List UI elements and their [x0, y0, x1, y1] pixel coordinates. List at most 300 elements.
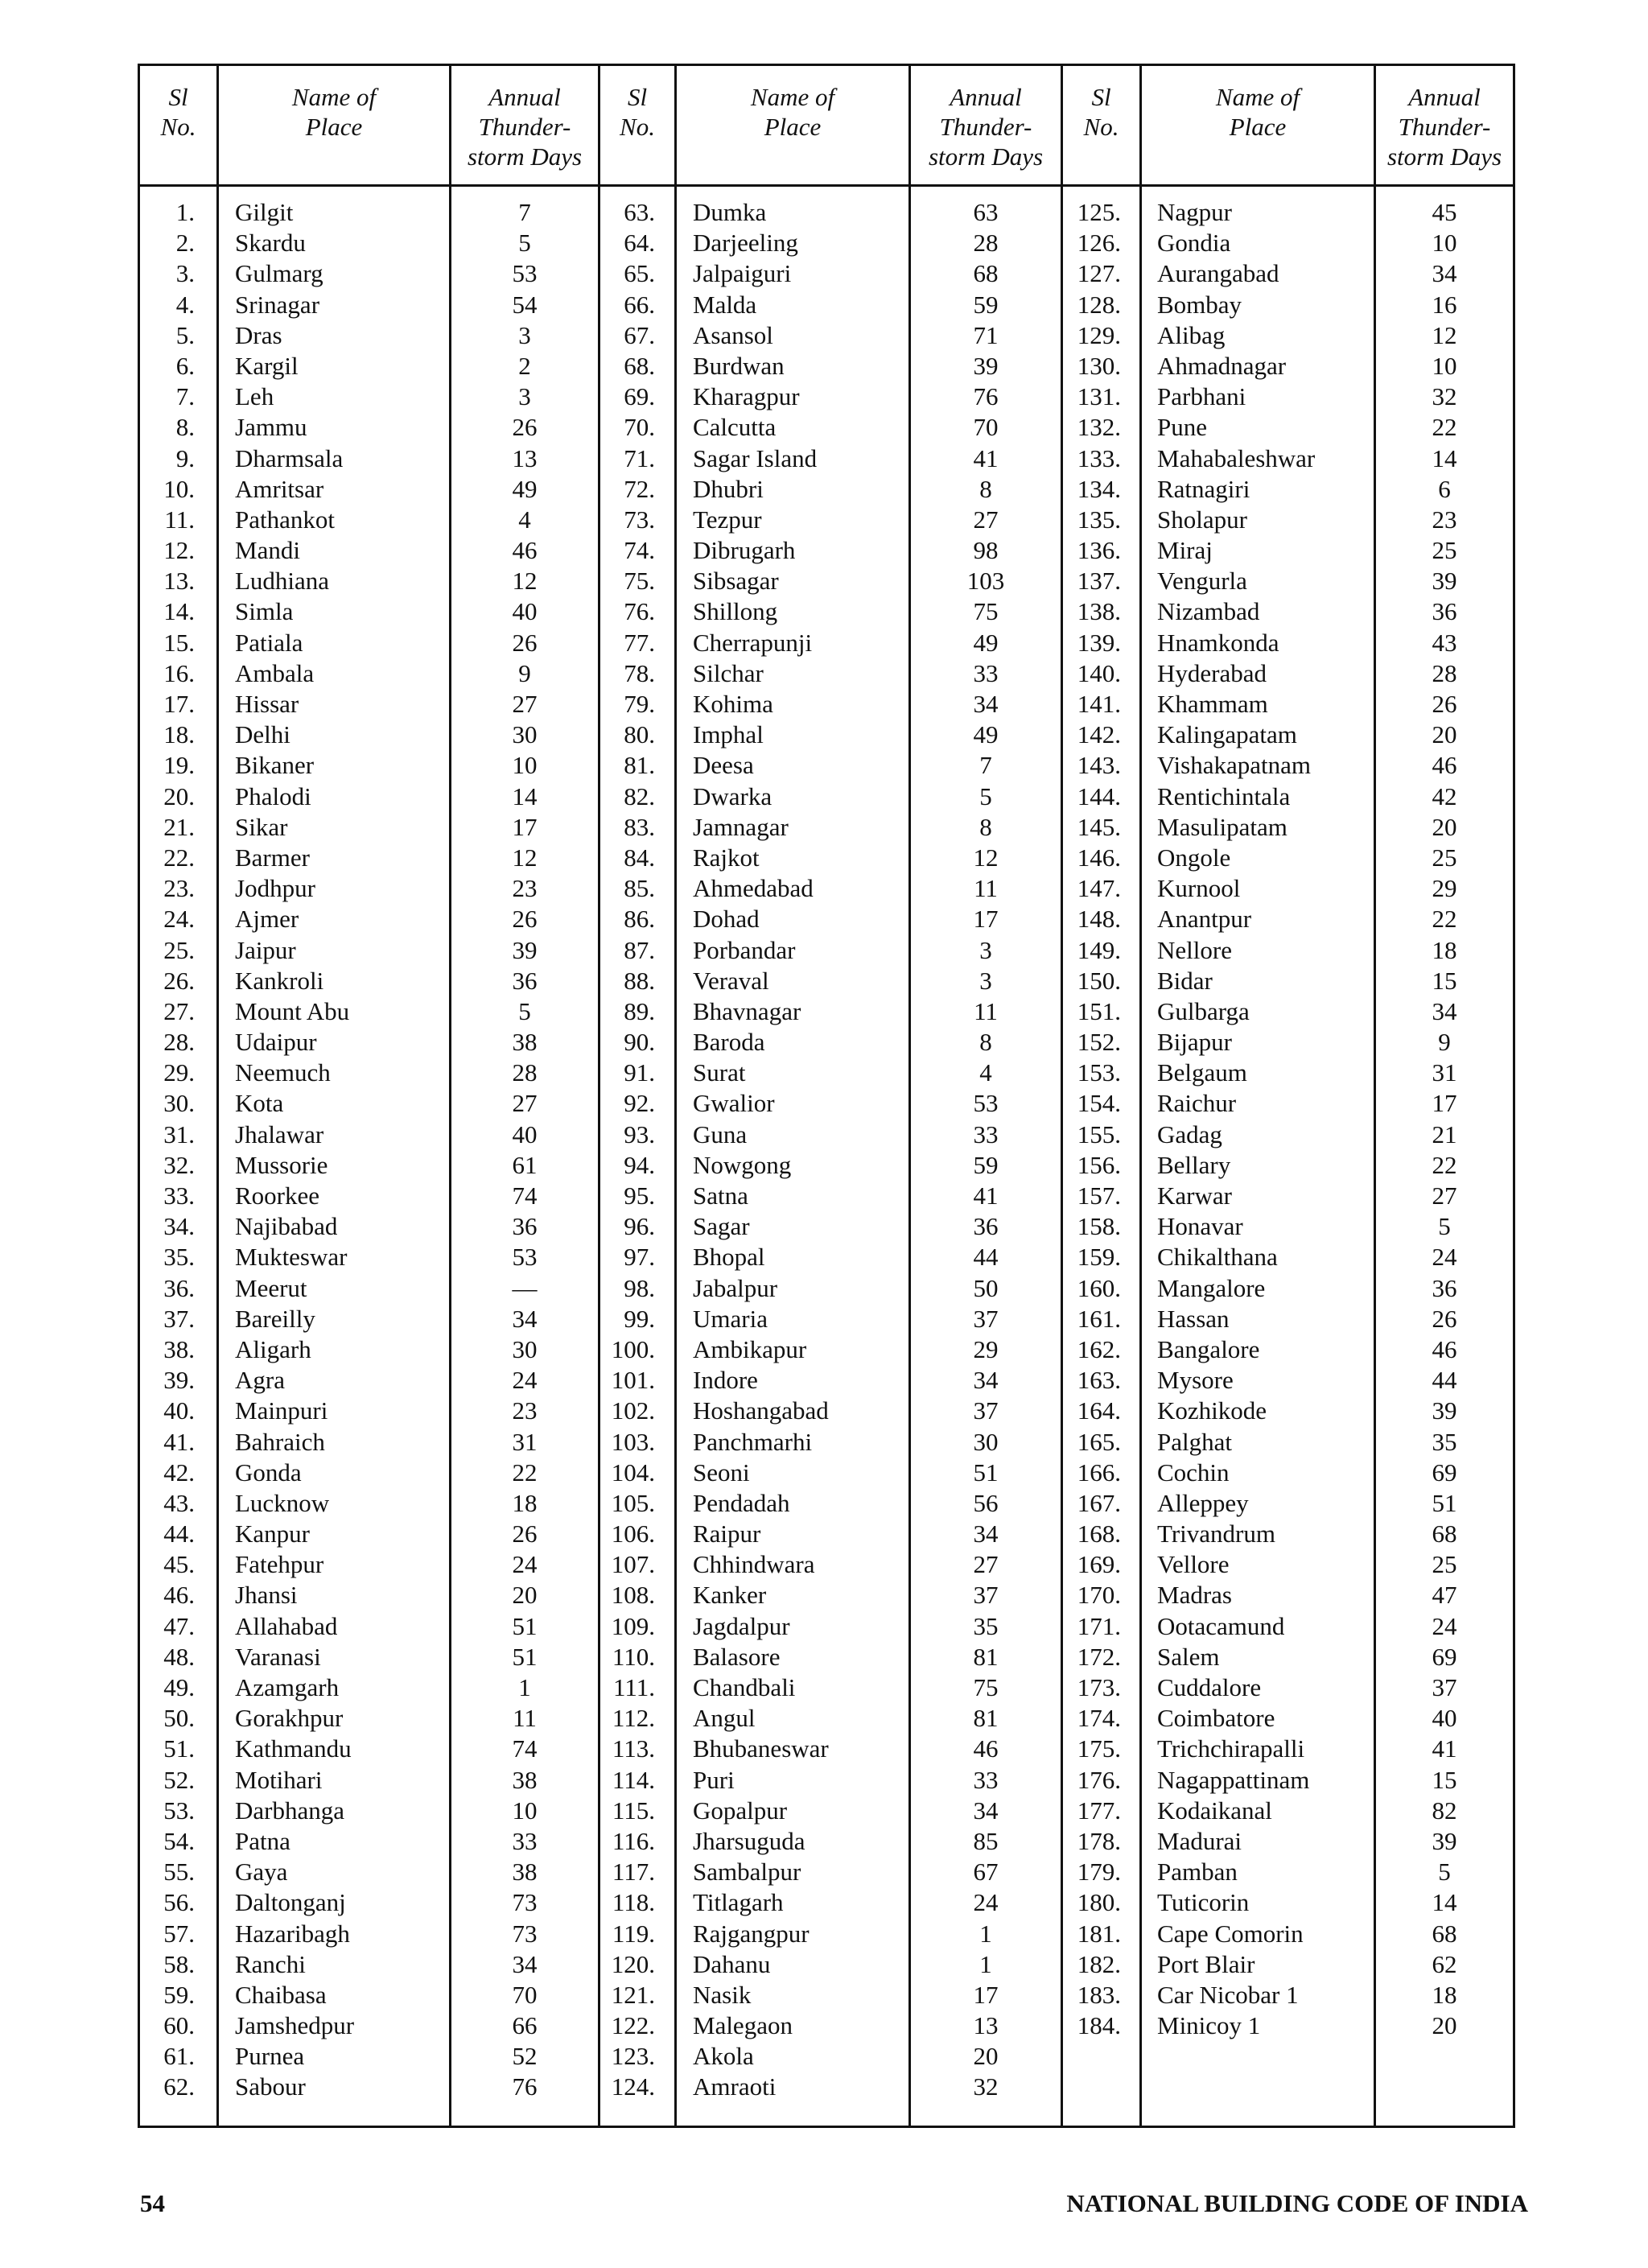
serial-number: 108. [611, 1581, 655, 1610]
place-name: Nowgong [693, 1150, 792, 1179]
place-name: Indore [693, 1366, 758, 1395]
thunderstorm-days: 69 [1432, 1642, 1457, 1671]
place-name: Nasik [693, 1980, 752, 2009]
serial-number: 58. [163, 1949, 195, 1978]
serial-number: 107. [611, 1550, 655, 1579]
place-name: Gulbarga [1157, 996, 1250, 1025]
place-name: Gorakhpur [235, 1704, 344, 1733]
serial-number: 149. [1077, 935, 1121, 964]
thunderstorm-days: 15 [1432, 966, 1457, 995]
thunderstorm-days: 22 [1432, 1150, 1457, 1179]
thunderstorm-days: 53 [973, 1089, 999, 1118]
thunderstorm-days: 10 [1432, 351, 1457, 380]
serial-number: 128. [1077, 290, 1121, 319]
thunderstorm-days: 40 [512, 1120, 538, 1148]
place-name: Kathmandu [235, 1734, 352, 1763]
place-name: Ongole [1157, 843, 1231, 872]
thunderstorm-days: 31 [1432, 1058, 1457, 1087]
table-row [140, 566, 1513, 596]
serial-number: 3. [175, 259, 195, 288]
serial-number: 100. [611, 1334, 655, 1363]
thunderstorm-days: 75 [973, 1673, 999, 1701]
place-name: Tuticorin [1157, 1888, 1250, 1917]
thunderstorm-days: 82 [1432, 1796, 1457, 1825]
place-name: Bahraich [235, 1427, 325, 1456]
thunderstorm-days: 17 [973, 1980, 999, 2009]
thunderstorm-days: — [512, 1273, 538, 1302]
table-row [140, 1488, 1513, 1519]
serial-number: 10. [163, 474, 195, 503]
thunderstorm-days: 1 [979, 1949, 992, 1978]
serial-number: 78. [624, 658, 655, 687]
table-row [140, 381, 1513, 412]
serial-number: 62. [163, 2072, 195, 2101]
thunderstorm-days: 49 [512, 474, 538, 503]
place-name: Chikalthana [1157, 1243, 1278, 1272]
serial-number: 119. [612, 1919, 655, 1948]
table-row [140, 1304, 1513, 1334]
serial-number: 111. [613, 1673, 655, 1701]
serial-number: 115. [612, 1796, 655, 1825]
serial-number: 63. [624, 198, 655, 226]
table-row [140, 1088, 1513, 1119]
serial-number: 51. [163, 1734, 195, 1763]
thunderstorm-days: 68 [1432, 1919, 1457, 1948]
thunderstorm-days: 24 [512, 1366, 538, 1395]
thunderstorm-days: 1 [979, 1919, 992, 1948]
thunderstorm-days: 76 [512, 2072, 538, 2101]
place-name: Kalingapatam [1157, 720, 1297, 749]
thunderstorm-days: 34 [512, 1949, 538, 1978]
header-name-of-place-2: Name of Place [750, 83, 835, 141]
thunderstorm-days: 33 [973, 1765, 999, 1794]
place-name: Vellore [1157, 1550, 1230, 1579]
place-name: Cape Comorin [1157, 1919, 1304, 1948]
place-name: Roorkee [235, 1181, 320, 1210]
serial-number: 113. [612, 1734, 655, 1763]
serial-number: 33. [163, 1181, 195, 1210]
thunderstorm-days: 27 [973, 505, 999, 534]
place-name: Sambalpur [693, 1858, 801, 1887]
serial-number: 102. [611, 1396, 655, 1425]
place-name: Cherrapunji [693, 628, 813, 657]
serial-number: 29. [163, 1058, 195, 1087]
thunderstorm-days-table [138, 64, 1515, 2128]
serial-number: 165. [1077, 1427, 1121, 1456]
thunderstorm-days: 31 [512, 1427, 538, 1456]
thunderstorm-days: 12 [1432, 320, 1457, 349]
serial-number: 158. [1077, 1212, 1121, 1241]
thunderstorm-days: 32 [1432, 382, 1457, 411]
place-name: Karwar [1157, 1181, 1232, 1210]
table-row [140, 1949, 1513, 1980]
place-name: Hissar [235, 690, 299, 718]
place-name: Burdwan [693, 351, 785, 380]
place-name: Malda [693, 290, 757, 319]
table-row [140, 1642, 1513, 1672]
serial-number: 39. [163, 1366, 195, 1395]
table-row [140, 966, 1513, 996]
place-name: Kankroli [235, 966, 324, 995]
place-name: Mysore [1157, 1366, 1234, 1395]
serial-number: 8. [175, 413, 195, 442]
thunderstorm-days: 9 [518, 658, 531, 687]
thunderstorm-days: 46 [512, 536, 538, 565]
thunderstorm-days: 37 [1432, 1673, 1457, 1701]
place-name: Palghat [1157, 1427, 1232, 1456]
thunderstorm-days: 74 [512, 1734, 538, 1763]
serial-number: 137. [1077, 567, 1121, 596]
place-name: Jagdalpur [693, 1611, 790, 1640]
thunderstorm-days: 24 [1432, 1611, 1457, 1640]
serial-number: 180. [1077, 1888, 1121, 1917]
thunderstorm-days: 26 [512, 1520, 538, 1548]
place-name: Veraval [693, 966, 769, 995]
thunderstorm-days: 23 [512, 874, 538, 903]
serial-number: 30. [163, 1089, 195, 1118]
place-name: Amritsar [235, 474, 324, 503]
thunderstorm-days: 11 [513, 1704, 537, 1733]
table-row [140, 750, 1513, 781]
place-name: Silchar [693, 658, 764, 687]
place-name: Port Blair [1157, 1949, 1255, 1978]
header-annual-days-1: Annual Thunder- storm Days [467, 83, 583, 171]
place-name: Trichchirapalli [1157, 1734, 1305, 1763]
thunderstorm-days: 17 [1432, 1089, 1457, 1118]
serial-number: 82. [624, 781, 655, 810]
thunderstorm-days: 20 [1432, 2011, 1457, 2040]
thunderstorm-days: 49 [973, 628, 999, 657]
place-name: Kurnool [1157, 874, 1241, 903]
place-name: Gopalpur [693, 1796, 788, 1825]
serial-number: 184. [1077, 2011, 1121, 2040]
serial-number: 9. [175, 443, 195, 472]
thunderstorm-days: 8 [979, 474, 992, 503]
place-name: Nellore [1157, 935, 1232, 964]
thunderstorm-days: 26 [1432, 1304, 1457, 1333]
thunderstorm-days: 7 [518, 198, 531, 226]
thunderstorm-days: 27 [1432, 1181, 1457, 1210]
thunderstorm-days: 16 [1432, 290, 1457, 319]
place-name: Kanker [693, 1581, 767, 1610]
thunderstorm-days: 53 [512, 1243, 538, 1272]
place-name: Pamban [1157, 1858, 1238, 1887]
place-name: Ranchi [235, 1949, 306, 1978]
place-name: Mangalore [1157, 1273, 1266, 1302]
place-name: Puri [693, 1765, 735, 1794]
table-row [140, 2072, 1513, 2102]
thunderstorm-days: 11 [974, 996, 998, 1025]
table-row [140, 474, 1513, 505]
thunderstorm-days: 36 [512, 1212, 538, 1241]
serial-number: 152. [1077, 1028, 1121, 1057]
serial-number: 23. [163, 874, 195, 903]
thunderstorm-days: 54 [512, 290, 538, 319]
table-row [140, 689, 1513, 720]
place-name: Bikaner [235, 751, 315, 780]
serial-number: 156. [1077, 1150, 1121, 1179]
place-name: Srinagar [235, 290, 320, 319]
place-name: Gilgit [235, 198, 294, 226]
place-name: Bellary [1157, 1150, 1231, 1179]
table-row [140, 1427, 1513, 1458]
place-name: Leh [235, 382, 274, 411]
serial-number: 135. [1077, 505, 1121, 534]
place-name: Bhubaneswar [693, 1734, 829, 1763]
serial-number: 129. [1077, 320, 1121, 349]
serial-number: 157. [1077, 1181, 1121, 1210]
thunderstorm-days: 61 [512, 1150, 538, 1179]
thunderstorm-days: 5 [1438, 1858, 1451, 1887]
serial-number: 54. [163, 1826, 195, 1855]
table-row [140, 2010, 1513, 2041]
thunderstorm-days: 20 [973, 2042, 999, 2071]
place-name: Rajkot [693, 843, 760, 872]
thunderstorm-days: 26 [512, 628, 538, 657]
thunderstorm-days: 14 [512, 781, 538, 810]
serial-number: 65. [624, 259, 655, 288]
place-name: Hyderabad [1157, 658, 1267, 687]
thunderstorm-days: 29 [973, 1334, 999, 1363]
table-row [140, 1765, 1513, 1796]
thunderstorm-days: 52 [512, 2042, 538, 2071]
table-row [140, 1980, 1513, 2010]
thunderstorm-days: 13 [512, 443, 538, 472]
place-name: Dhubri [693, 474, 764, 503]
serial-number: 145. [1077, 812, 1121, 841]
serial-number: 15. [163, 628, 195, 657]
serial-number: 94. [624, 1150, 655, 1179]
thunderstorm-days: 12 [512, 567, 538, 596]
place-name: Najibabad [235, 1212, 338, 1241]
thunderstorm-days: 15 [1432, 1765, 1457, 1794]
place-name: Patna [235, 1826, 290, 1855]
book-title: NATIONAL BUILDING CODE OF INDIA [1066, 2189, 1528, 2217]
thunderstorm-days: 35 [973, 1611, 999, 1640]
thunderstorm-days: 42 [1432, 781, 1457, 810]
thunderstorm-days: 50 [973, 1273, 999, 1302]
thunderstorm-days: 2 [518, 351, 531, 380]
place-name: Neemuch [235, 1058, 331, 1087]
place-name: Guna [693, 1120, 748, 1148]
place-name: Jammu [235, 413, 307, 442]
serial-number: 26. [163, 966, 195, 995]
thunderstorm-days: 30 [512, 720, 538, 749]
serial-number: 154. [1077, 1089, 1121, 1118]
place-name: Chaibasa [235, 1980, 327, 2009]
place-name: Alleppey [1157, 1488, 1249, 1517]
table-row [140, 904, 1513, 934]
serial-number: 97. [624, 1243, 655, 1272]
header-annual-days-2: Annual Thunder- storm Days [928, 83, 1044, 171]
serial-number: 174. [1077, 1704, 1121, 1733]
place-name: Rajgangpur [693, 1919, 810, 1948]
serial-number: 162. [1077, 1334, 1121, 1363]
place-name: Aligarh [235, 1334, 311, 1363]
table-row [140, 258, 1513, 289]
thunderstorm-days: 32 [973, 2072, 999, 2101]
place-name: Kodaikanal [1157, 1796, 1272, 1825]
thunderstorm-days: 39 [1432, 1826, 1457, 1855]
serial-number: 25. [163, 935, 195, 964]
thunderstorm-days: 36 [973, 1212, 999, 1241]
table-row [140, 535, 1513, 566]
thunderstorm-days: 20 [1432, 720, 1457, 749]
place-name: Calcutta [693, 413, 777, 442]
place-name: Cuddalore [1157, 1673, 1262, 1701]
serial-number: 49. [163, 1673, 195, 1701]
thunderstorm-days: 44 [1432, 1366, 1457, 1395]
table-row [140, 197, 1513, 228]
serial-number: 181. [1077, 1919, 1121, 1948]
serial-number: 31. [163, 1120, 195, 1148]
thunderstorm-days: 22 [1432, 413, 1457, 442]
place-name: Simla [235, 597, 294, 626]
thunderstorm-days: 26 [512, 413, 538, 442]
table-row [140, 505, 1513, 535]
thunderstorm-days: 18 [512, 1488, 538, 1517]
serial-number: 18. [163, 720, 195, 749]
place-name: Dahanu [693, 1949, 771, 1978]
thunderstorm-days: 39 [1432, 567, 1457, 596]
serial-number: 87. [624, 935, 655, 964]
place-name: Daltonganj [235, 1888, 346, 1917]
thunderstorm-days: 74 [512, 1181, 538, 1210]
thunderstorm-days: 18 [1432, 1980, 1457, 2009]
serial-number: 11. [164, 505, 195, 534]
place-name: Pathankot [235, 505, 335, 534]
serial-number: 41. [163, 1427, 195, 1456]
thunderstorm-days: 45 [1432, 198, 1457, 226]
place-name: Hoshangabad [693, 1396, 829, 1425]
thunderstorm-days: 37 [973, 1396, 999, 1425]
thunderstorm-days: 20 [512, 1581, 538, 1610]
thunderstorm-days: 12 [512, 843, 538, 872]
serial-number: 37. [163, 1304, 195, 1333]
thunderstorm-days: 30 [973, 1427, 999, 1456]
place-name: Jhalawar [235, 1120, 324, 1148]
thunderstorm-days: 81 [973, 1704, 999, 1733]
place-name: Gulmarg [235, 259, 323, 288]
table-row [140, 228, 1513, 258]
serial-number: 67. [624, 320, 655, 349]
serial-number: 91. [624, 1058, 655, 1087]
serial-number: 118. [612, 1888, 655, 1917]
table-row [140, 1058, 1513, 1088]
place-name: Honavar [1157, 1212, 1243, 1241]
serial-number: 170. [1077, 1581, 1121, 1610]
serial-number: 95. [624, 1181, 655, 1210]
serial-number: 146. [1077, 843, 1121, 872]
serial-number: 61. [163, 2042, 195, 2071]
place-name: Lucknow [235, 1488, 330, 1517]
table-row [140, 1826, 1513, 1857]
serial-number: 151. [1077, 996, 1121, 1025]
serial-number: 167. [1077, 1488, 1121, 1517]
serial-number: 103. [611, 1427, 655, 1456]
serial-number: 43. [163, 1488, 195, 1517]
serial-number: 124. [611, 2072, 655, 2101]
table-row [140, 996, 1513, 1027]
thunderstorm-days: 3 [979, 935, 992, 964]
thunderstorm-days: 38 [512, 1028, 538, 1057]
place-name: Udaipur [235, 1028, 317, 1057]
thunderstorm-days: 68 [973, 259, 999, 288]
table-row [140, 1611, 1513, 1642]
place-name: Raipur [693, 1520, 761, 1548]
place-name: Azamgarh [235, 1673, 340, 1701]
thunderstorm-days: 5 [518, 996, 531, 1025]
thunderstorm-days: 62 [1432, 1949, 1457, 1978]
place-name: Tezpur [693, 505, 762, 534]
place-name: Parbhani [1157, 382, 1246, 411]
thunderstorm-days: 98 [973, 536, 999, 565]
table-row [140, 1150, 1513, 1181]
thunderstorm-days: 12 [973, 843, 999, 872]
serial-number: 17. [163, 690, 195, 718]
place-name: Aurangabad [1157, 259, 1279, 288]
place-name: Sagar [693, 1212, 750, 1241]
place-name: Gondia [1157, 229, 1231, 258]
place-name: Ahmedabad [693, 874, 814, 903]
place-name: Khammam [1157, 690, 1268, 718]
serial-number: 19. [163, 751, 195, 780]
serial-number: 123. [611, 2042, 655, 2071]
place-name: Barmer [235, 843, 310, 872]
place-name: Nagappattinam [1157, 1765, 1310, 1794]
place-name: Baroda [693, 1028, 765, 1057]
thunderstorm-days: 63 [973, 198, 999, 226]
place-name: Ludhiana [235, 567, 330, 596]
serial-number: 36. [163, 1273, 195, 1302]
table-row [140, 1396, 1513, 1426]
header-sl-no-1: Sl No. [160, 83, 196, 141]
thunderstorm-days: 38 [512, 1765, 538, 1794]
thunderstorm-days: 37 [973, 1304, 999, 1333]
table-row [140, 1273, 1513, 1304]
place-name: Jaipur [235, 935, 296, 964]
thunderstorm-days: 18 [1432, 935, 1457, 964]
serial-number: 81. [624, 751, 655, 780]
place-name: Coimbatore [1157, 1704, 1275, 1733]
table-row [140, 1887, 1513, 1918]
place-name: Madras [1157, 1581, 1232, 1610]
place-name: Rentichintala [1157, 781, 1291, 810]
thunderstorm-days: 39 [973, 351, 999, 380]
serial-number: 13. [163, 567, 195, 596]
place-name: Hazaribagh [235, 1919, 350, 1948]
serial-number: 42. [163, 1458, 195, 1487]
serial-number: 53. [163, 1796, 195, 1825]
place-name: Porbandar [693, 935, 796, 964]
serial-number: 76. [624, 597, 655, 626]
place-name: Angul [693, 1704, 756, 1733]
place-name: Dwarka [693, 781, 772, 810]
serial-number: 101. [611, 1366, 655, 1395]
thunderstorm-days: 34 [973, 1796, 999, 1825]
place-name: Purnea [235, 2042, 305, 2071]
thunderstorm-days: 26 [1432, 690, 1457, 718]
serial-number: 24. [163, 905, 195, 934]
thunderstorm-days: 22 [512, 1458, 538, 1487]
thunderstorm-days: 51 [512, 1642, 538, 1671]
place-name: Hassan [1157, 1304, 1230, 1333]
serial-number: 134. [1077, 474, 1121, 503]
serial-number: 46. [163, 1581, 195, 1610]
serial-number: 88. [624, 966, 655, 995]
serial-number: 148. [1077, 905, 1121, 934]
thunderstorm-days: 70 [973, 413, 999, 442]
